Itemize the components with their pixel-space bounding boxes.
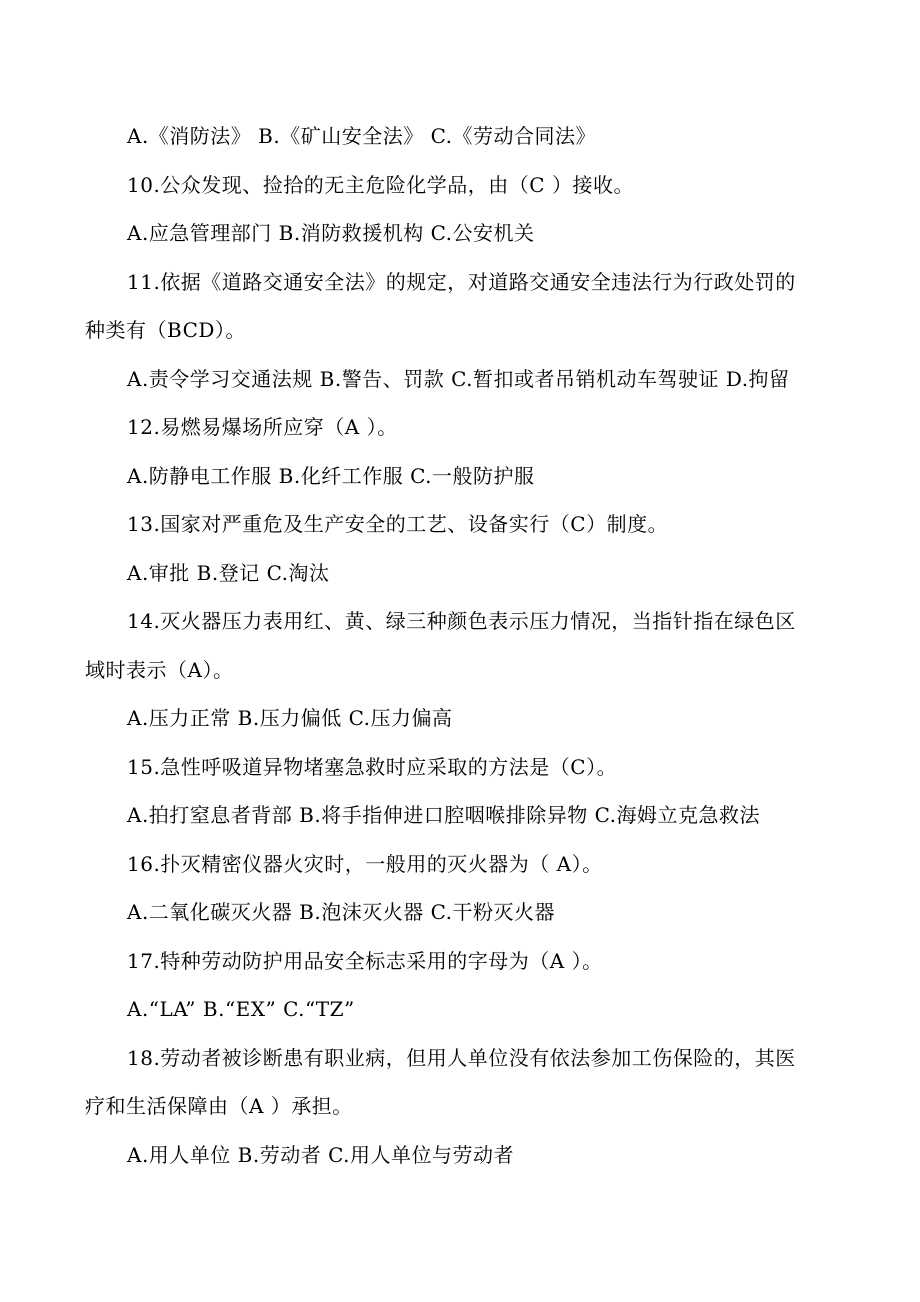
text-line: 16.扑灭精密仪器火灾时，一般用的灭火器为（ A）。 [127,851,603,876]
text-line: 18.劳动者被诊断患有职业病，但用人单位没有依法参加工伤保险的，其医 [127,1045,796,1070]
text-line: 疗和生活保障由（A ）承担。 [85,1094,353,1118]
text-line: A.“LA” B.“EX” C.“TZ” [127,997,355,1021]
text-line: 14.灭火器压力表用红、黄、绿三种颜色表示压力情况，当指针指在绿色区 [127,609,796,633]
text-line: A.二氧化碳灭火器 B.泡沫灭火器 C.干粉灭火器 [127,900,556,924]
text-line: A.用人单位 B.劳动者 C.用人单位与劳动者 [127,1142,515,1167]
text-line: 17.特种劳动防护用品安全标志采用的字母为（A ）。 [127,948,603,973]
text-line: 种类有（BCD）。 [85,318,246,342]
text-line: 域时表示（A）。 [85,657,234,682]
text-line: A.防静电工作服 B.化纤工作服 C.一般防护服 [127,463,535,488]
text-line: A.《消防法》 B.《矿山安全法》 C.《劳动合同法》 [127,124,597,148]
text-line: A.拍打窒息者背部 B.将手指伸进口腔咽喉排除异物 C.海姆立克急救法 [127,803,761,827]
text-line: A.应急管理部门 B.消防救援机构 C.公安机关 [127,221,535,245]
text-line: 11.依据《道路交通安全法》的规定，对道路交通安全违法行为行政处罚的 [127,269,796,294]
text-line: A.责令学习交通法规 B.警告、罚款 C.暂扣或者吊销机动车驾驶证 D.拘留 [127,366,790,391]
text-line: A.压力正常 B.压力偏低 C.压力偏高 [127,706,453,730]
text-line: 12.易燃易爆场所应穿（A ）。 [127,415,398,439]
text-line: A.审批 B.登记 C.淘汰 [127,560,330,585]
text-line: 10.公众发现、捡拾的无主危险化学品，由（C ）接收。 [127,172,634,197]
text-line: 15.急性呼吸道异物堵塞急救时应采取的方法是（C）。 [127,754,618,779]
text-line: 13.国家对严重危及生产安全的工艺、设备实行（C）制度。 [127,512,669,536]
document-body [0,112,920,1179]
